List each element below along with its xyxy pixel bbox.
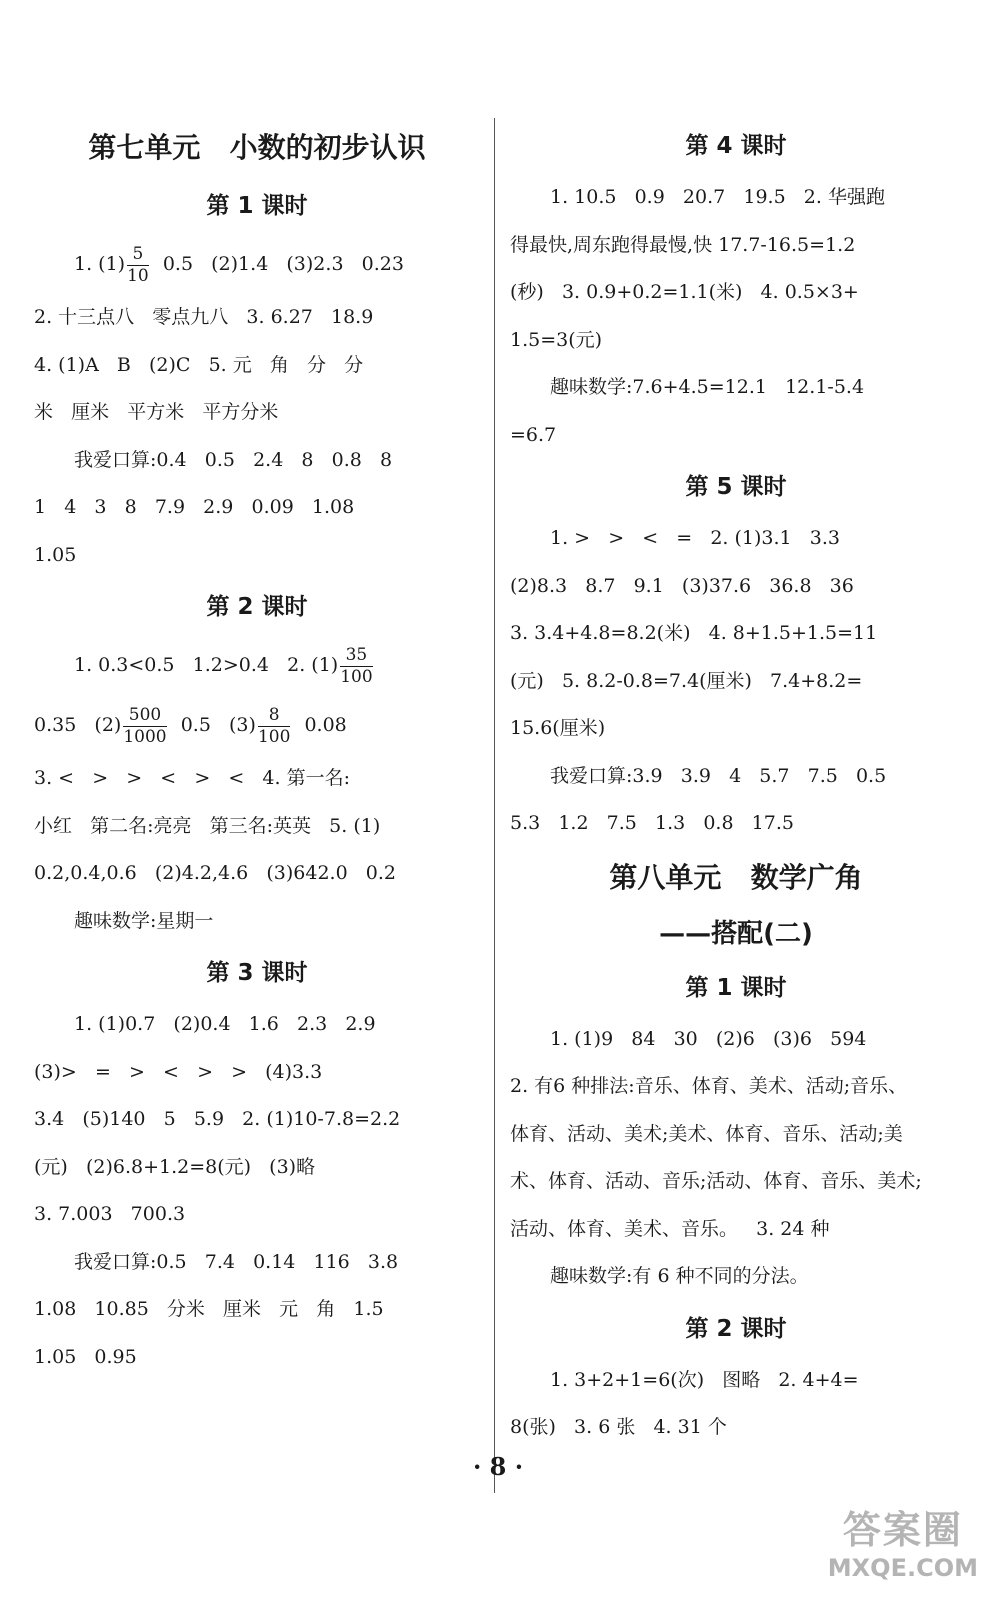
lesson5-title: 第 5 课时: [685, 474, 787, 500]
u7-lesson2-title: 第 2 课时: [206, 594, 308, 620]
fraction: $\frac{8}{100}$: [257, 704, 291, 747]
u8-l1-line2: 2. 有6 种排法:音乐、体育、美术、活动;音乐、: [510, 1075, 908, 1097]
u8-lesson2-title: 第 2 课时: [685, 1315, 787, 1342]
u7-l1-line3: 4. (1)A B (2)C 5. 元 角 分 分: [34, 353, 364, 376]
u8-l1-line6: 趣味数学:有 6 种不同的分法。: [550, 1265, 809, 1287]
l5-line7: 5.3 1.2 7.5 1.3 0.8 17.5: [510, 812, 794, 834]
u7-l3-line5: 3. 7.003 700.3: [34, 1203, 186, 1225]
unit7-title: 第七单元 小数的初步认识: [88, 131, 426, 164]
l4-line2: 得最快,周东跑得最慢,快 17.7-16.5=1.2: [510, 233, 856, 256]
fraction: $\frac{35}{100}$: [340, 644, 373, 687]
u8-l1-line3: 体育、活动、美术;美术、体育、音乐、活动;美: [510, 1122, 903, 1145]
l5-line1: 1. > > < = 2. (1)3.1 3.3: [550, 527, 840, 549]
l4-line5: 趣味数学:7.6+4.5=12.1 12.1-5.4: [550, 376, 865, 398]
u7-l3-line3: 3.4 (5)140 5 5.9 2. (1)10-7.8=2.2: [34, 1108, 401, 1130]
u8-l1-line1: 1. (1)9 84 30 (2)6 (3)6 594: [550, 1027, 867, 1050]
u8-l2-line1: 1. 3+2+1=6(次) 图略 2. 4+4=: [550, 1368, 859, 1391]
u7-l1-line6: 1 4 3 8 7.9 2.9 0.09 1.08: [34, 496, 355, 518]
l5-line4: (元) 5. 8.2-0.8=7.4(厘米) 7.4+8.2=: [510, 669, 863, 692]
u7-l2-line4: 小红 第二名:亮亮 第三名:英英 5. (1): [34, 814, 381, 837]
l4-line3: (秒) 3. 0.9+0.2=1.1(米) 4. 0.5×3+: [510, 281, 859, 303]
l5-line2: (2)8.3 8.7 9.1 (3)37.6 36.8 36: [510, 574, 854, 597]
watermark-logo: 答案圈: [842, 1508, 963, 1552]
l4-line1: 1. 10.5 0.9 20.7 19.5 2. 华强跑: [550, 186, 885, 208]
l4-line4: 1.5=3(元): [510, 328, 603, 351]
u8-l1-line5: 活动、体育、美术、音乐。 3. 24 种: [510, 1217, 830, 1240]
u7-l3-line2: (3)> = > < > > (4)3.3: [34, 1060, 323, 1083]
u7-l2-line6: 趣味数学:星期一: [74, 909, 214, 932]
u7-l2-line3: 3. < > > < > < 4. 第一名:: [34, 767, 350, 789]
l4-line6: =6.7: [510, 423, 557, 446]
l5-line5: 15.6(厘米): [510, 717, 606, 739]
u7-lesson3-title: 第 3 课时: [206, 960, 308, 986]
u7-l3-line8: 1.05 0.95: [34, 1345, 137, 1368]
u7-l2-line2: 0.35 (2) $\frac{500}{1000}$ 0.5 (3) $\frac{8}{100}$ 0.08: [34, 704, 347, 747]
u7-lesson1-title: 第 1 课时: [206, 193, 308, 219]
l5-line6: 我爱口算:3.9 3.9 4 5.7 7.5 0.5: [550, 764, 887, 787]
lesson4-title: 第 4 课时: [685, 133, 787, 159]
right-column: [510, 118, 962, 1452]
u8-l2-line2: 8(张) 3. 6 张 4. 31 个: [510, 1416, 727, 1438]
u7-l2-line1: 1. 0.3<0.5 1.2>0.4 2. (1) $\frac{35}{100}$: [74, 644, 373, 687]
watermark: [828, 1499, 978, 1582]
unit8-title: 第八单元 数学广角: [609, 860, 863, 894]
fraction: $\frac{5}{10}$: [127, 243, 149, 286]
u7-l1-line7: 1.05: [34, 543, 77, 566]
fraction: $\frac{500}{1000}$: [123, 704, 167, 747]
u8-lesson1-title: 第 1 课时: [685, 974, 787, 1001]
l5-line3: 3. 3.4+4.8=8.2(米) 4. 8+1.5+1.5=11: [510, 622, 878, 644]
left-column: [34, 118, 480, 1381]
u8-l1-line4: 术、体育、活动、音乐;活动、体育、音乐、美术;: [510, 1170, 922, 1192]
u7-l1-line2: 2. 十三点八 零点九八 3. 6.27 18.9: [34, 306, 374, 328]
u7-l3-line7: 1.08 10.85 分米 厘米 元 角 1.5: [34, 1298, 384, 1320]
page-number: · 8 ·: [472, 1452, 524, 1481]
u7-l1-line1: 1. (1) $\frac{5}{10}$ 0.5 (2)1.4 (3)2.3 0.23: [74, 243, 404, 286]
watermark-url: MXQE.COM: [827, 1554, 978, 1582]
u7-l3-line4: (元) (2)6.8+1.2=8(元) (3)略: [34, 1155, 316, 1178]
column-divider: [494, 118, 495, 1493]
u7-l3-line6: 我爱口算:0.5 7.4 0.14 116 3.8: [74, 1250, 399, 1273]
unit8-subtitle: ——搭配(二): [659, 918, 813, 949]
u7-l1-line5: 我爱口算:0.4 0.5 2.4 8 0.8 8: [74, 448, 393, 471]
u7-l1-line4: 米 厘米 平方米 平方分米: [34, 401, 279, 423]
u7-l2-line5: 0.2,0.4,0.6 (2)4.2,4.6 (3)642.0 0.2: [34, 862, 396, 884]
u7-l3-line1: 1. (1)0.7 (2)0.4 1.6 2.3 2.9: [74, 1013, 376, 1035]
